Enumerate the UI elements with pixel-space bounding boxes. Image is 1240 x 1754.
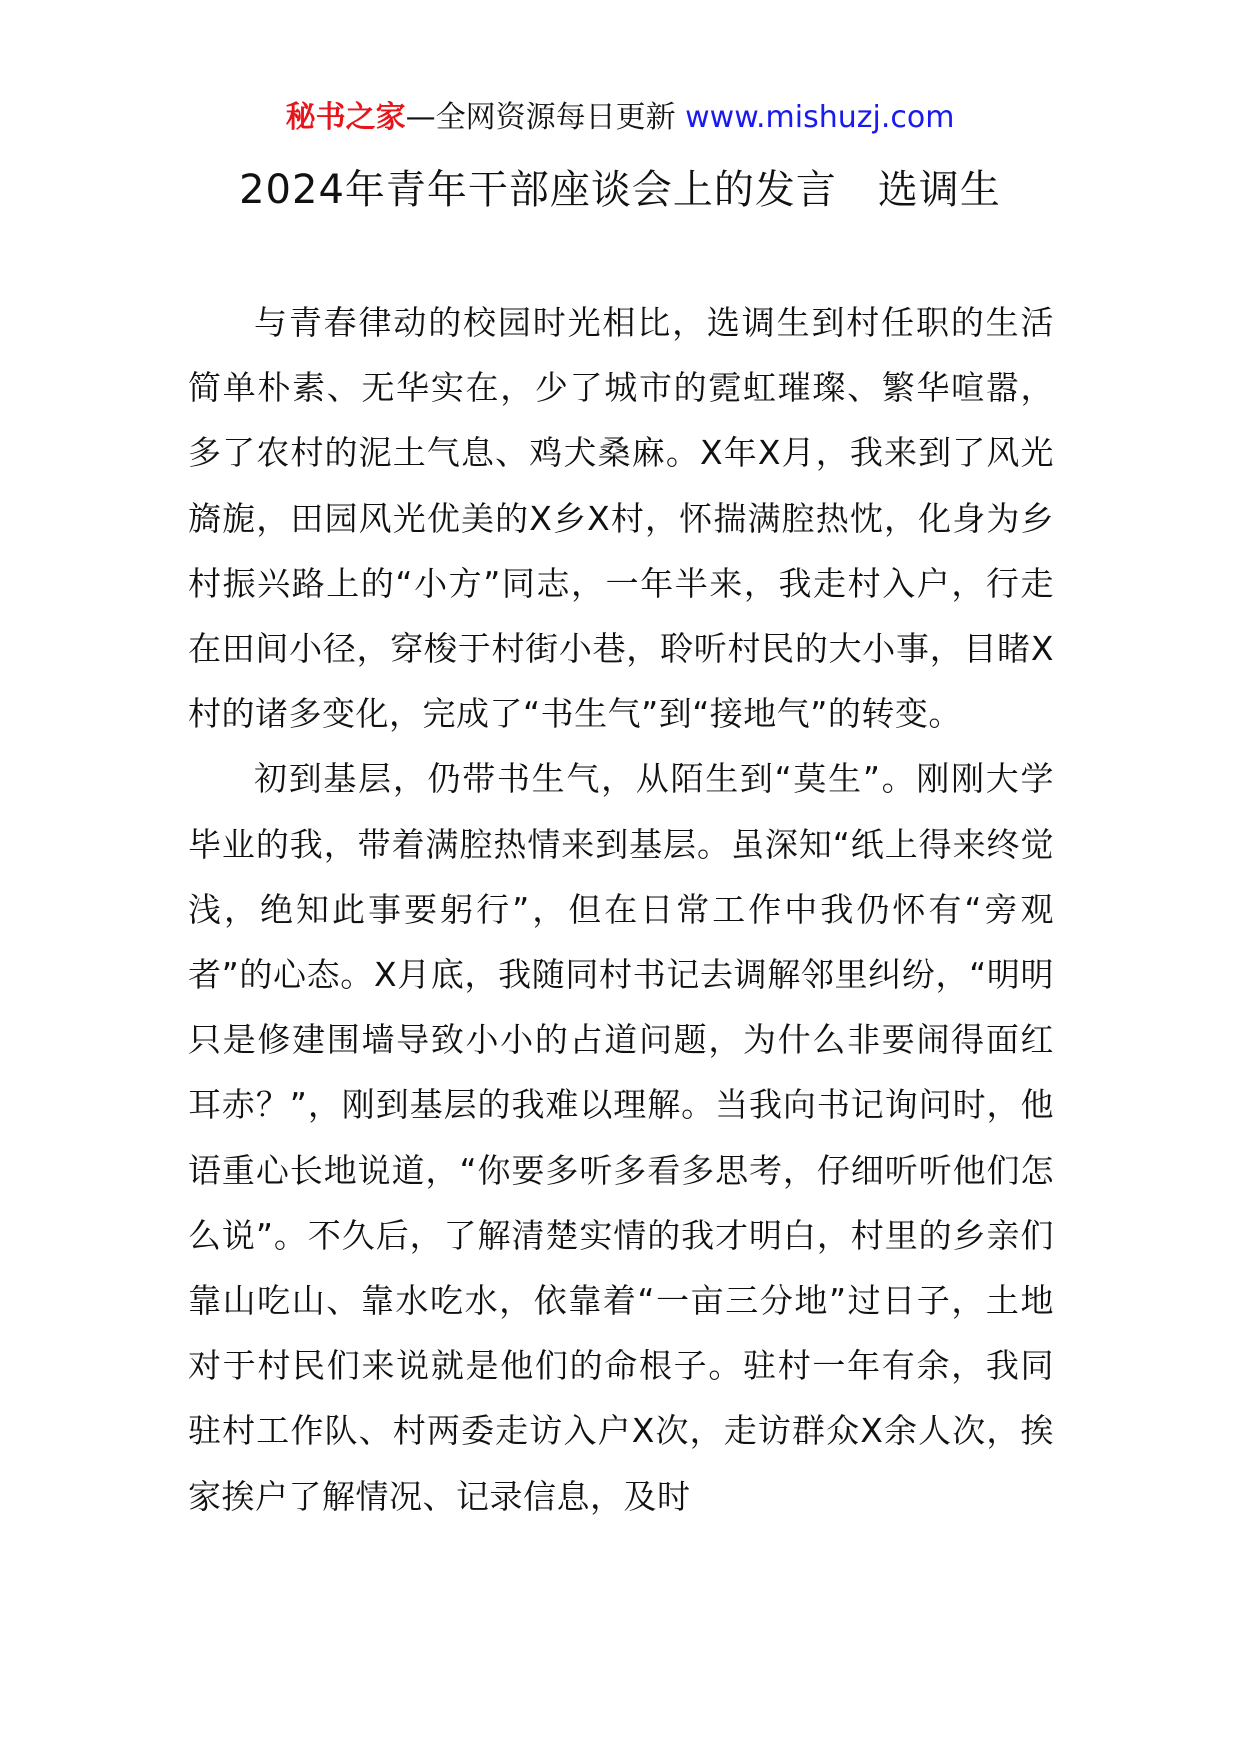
- document-body: [188, 290, 1054, 1529]
- site-url-link[interactable]: www.mishuzj.com: [685, 100, 955, 135]
- site-header: [0, 98, 1240, 138]
- paragraph-2: 初到基层，仍带书生气，从陌生到“莫生”。刚刚大学毕业的我，带着满腔热情来到基层。虽深知“纸上得来终觉浅，绝知此事要躬行”，但在日常工作中我仍怀有“旁观者”的心态。X月底，我随同村书记去调解邻里纠纷，“明明只是修建围墙导致小小的占道问题，为什么非要闹得面红耳赤？”，刚到基层的我难以理解。当我向书记询问时，他语重心长地说道，“你要多听多看多思考，仔细听听他们怎么说”。不久后，了解清楚实情的我才明白，村里的乡亲们靠山吃山、靠水吃水，依靠着“一亩三分地”过日子，土地对于村民们来说就是他们的命根子。驻村一年有余，我同驻村工作队、村两委走访入户X次，走访群众X余人次，挨家挨户了解情况、记录信息，及时: [188, 759, 1054, 1516]
- brand-name: 秘书之家: [285, 100, 406, 135]
- site-tagline: —全网资源每日更新: [405, 100, 686, 135]
- paragraph-1: 与青春律动的校园时光相比，选调生到村任职的生活简单朴素、无华实在，少了城市的霓虹璀璨、繁华喧嚣，多了农村的泥土气息、鸡犬桑麻。X年X月，我来到了风光旖旎，田园风光优美的X乡X村，怀揣满腔热忱，化身为乡村振兴路上的“小方”同志，一年半来，我走村入户，行走在田间小径，穿梭于村街小巷，聆听村民的大小事，目睹X村的诸多变化，完成了“书生气”到“接地气”的转变。: [188, 303, 1054, 734]
- document-title: 2024年青年干部座谈会上的发言 选调生: [239, 167, 1001, 213]
